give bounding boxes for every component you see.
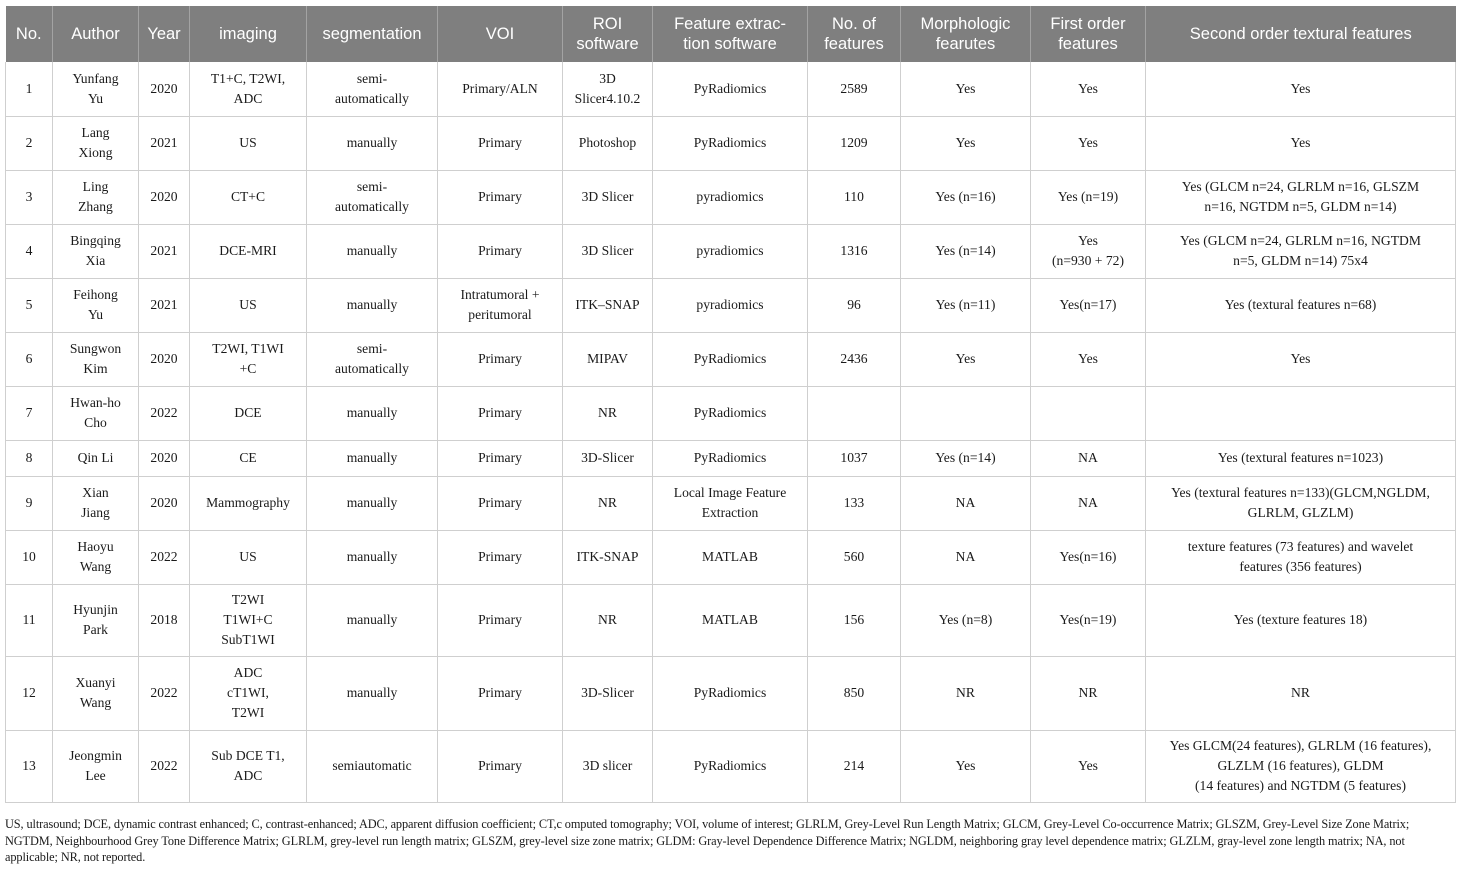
table-cell-author: Hwan-ho Cho (53, 386, 139, 440)
table-cell-roi-software: NR (563, 386, 653, 440)
table-cell-second-order-textural-features: Yes GLCM(24 features), GLRLM (16 features), GLZLM (16 features), GLDM (14 features) and NGTDM (5 features) (1146, 730, 1456, 802)
table-cell-first-order-features: NA (1031, 440, 1146, 476)
table-row (6, 278, 1456, 332)
table-cell-no-of-features: 2436 (808, 332, 901, 386)
table-cell-voi: Primary (438, 386, 563, 440)
table-cell-first-order-features: Yes (1031, 332, 1146, 386)
table-cell-voi: Primary (438, 584, 563, 656)
table-cell-no: 2 (6, 116, 53, 170)
table-cell-segmentation: manually (307, 476, 438, 530)
table-cell-year: 2021 (139, 116, 190, 170)
table-cell-feature-extraction-software: Local Image Feature Extraction (653, 476, 808, 530)
table-cell-year: 2022 (139, 656, 190, 730)
table-cell-roi-software: MIPAV (563, 332, 653, 386)
table-cell-segmentation: manually (307, 584, 438, 656)
table-cell-morphologic-features: NR (901, 656, 1031, 730)
col-header-no: No. (6, 6, 53, 62)
table-cell-feature-extraction-software: pyradiomics (653, 224, 808, 278)
table-cell-voi: Primary (438, 476, 563, 530)
table-cell-year: 2020 (139, 62, 190, 116)
table-row (6, 170, 1456, 224)
table-cell-roi-software: NR (563, 584, 653, 656)
col-header-second-order-textural-features: Second order textural features (1146, 6, 1456, 62)
table-cell-voi: Primary (438, 116, 563, 170)
table-cell-no: 4 (6, 224, 53, 278)
table-cell-year: 2020 (139, 440, 190, 476)
table-cell-first-order-features: Yes (n=19) (1031, 170, 1146, 224)
table-cell-imaging: US (190, 278, 307, 332)
table-cell-morphologic-features (901, 386, 1031, 440)
table-cell-no: 10 (6, 530, 53, 584)
table-cell-author: Xian Jiang (53, 476, 139, 530)
col-header-segmentation: segmentation (307, 6, 438, 62)
table-cell-feature-extraction-software: MATLAB (653, 530, 808, 584)
table-cell-morphologic-features: Yes (n=16) (901, 170, 1031, 224)
table-cell-no: 9 (6, 476, 53, 530)
table-cell-feature-extraction-software: PyRadiomics (653, 62, 808, 116)
table-cell-no: 12 (6, 656, 53, 730)
table-cell-roi-software: 3D Slicer (563, 170, 653, 224)
col-header-year: Year (139, 6, 190, 62)
table-cell-voi: Primary (438, 730, 563, 802)
header-row (6, 6, 1456, 62)
table-cell-feature-extraction-software: pyradiomics (653, 170, 808, 224)
table-cell-year: 2018 (139, 584, 190, 656)
table-cell-second-order-textural-features: Yes (1146, 116, 1456, 170)
table-cell-no: 13 (6, 730, 53, 802)
table-row (6, 224, 1456, 278)
table-cell-second-order-textural-features: Yes (texture features 18) (1146, 584, 1456, 656)
table-cell-segmentation: semi- automatically (307, 332, 438, 386)
table-cell-voi: Intratumoral + peritumoral (438, 278, 563, 332)
table-row (6, 476, 1456, 530)
table-cell-imaging: Sub DCE T1, ADC (190, 730, 307, 802)
table-cell-no: 7 (6, 386, 53, 440)
table-cell-author: Feihong Yu (53, 278, 139, 332)
table-cell-roi-software: ITK-SNAP (563, 530, 653, 584)
table-cell-no-of-features: 1316 (808, 224, 901, 278)
table-cell-morphologic-features: Yes (n=14) (901, 224, 1031, 278)
table-cell-voi: Primary (438, 530, 563, 584)
table-cell-no-of-features: 850 (808, 656, 901, 730)
table-row (6, 332, 1456, 386)
table-cell-second-order-textural-features: Yes (GLCM n=24, GLRLM n=16, NGTDM n=5, GLDM n=14) 75x4 (1146, 224, 1456, 278)
table-cell-first-order-features: Yes(n=19) (1031, 584, 1146, 656)
table-cell-feature-extraction-software: PyRadiomics (653, 386, 808, 440)
table-row (6, 730, 1456, 802)
table-cell-segmentation: semi- automatically (307, 170, 438, 224)
table-cell-first-order-features (1031, 386, 1146, 440)
table-cell-feature-extraction-software: pyradiomics (653, 278, 808, 332)
table-cell-no: 6 (6, 332, 53, 386)
table-cell-no-of-features: 2589 (808, 62, 901, 116)
table-cell-no: 11 (6, 584, 53, 656)
table-cell-voi: Primary (438, 332, 563, 386)
table-cell-voi: Primary/ALN (438, 62, 563, 116)
table-cell-imaging: US (190, 530, 307, 584)
table-container (5, 6, 1455, 803)
table-cell-voi: Primary (438, 440, 563, 476)
table-cell-author: Bingqing Xia (53, 224, 139, 278)
col-header-author: Author (53, 6, 139, 62)
table-cell-year: 2022 (139, 386, 190, 440)
table-cell-imaging: CE (190, 440, 307, 476)
table-cell-morphologic-features: Yes (901, 116, 1031, 170)
table-cell-no-of-features: 560 (808, 530, 901, 584)
table-cell-second-order-textural-features: NR (1146, 656, 1456, 730)
radiomics-studies-table (5, 6, 1456, 803)
table-body (6, 62, 1456, 802)
table-cell-roi-software: Photoshop (563, 116, 653, 170)
table-row (6, 584, 1456, 656)
table-footnote: US, ultrasound; DCE, dynamic contrast enhanced; C, contrast-enhanced; ADC, apparent diffusion coefficient; CT,c omputed tomography; VOI, volume of interest; GLRLM, Grey-Level Run Length Matrix; GLCM, Grey-Level Co-occurrence Matrix; GLSZM, Grey-Level Size Zone Matrix; NGTDM, Neighbourhood Grey Tone Difference Matrix; GLRLM, grey-level run length matrix; GLSZM, grey-level size zone matrix; GLDM: Gray-level Dependence Difference Matrix; NGLDM, neighboring gray level dependence matrix; GLZLM, gray-level zone length matrix; NA, not applicable; NR, not reported. (5, 817, 1410, 864)
col-header-morphologic-features: Morphologic fearutes (901, 6, 1031, 62)
table-cell-segmentation: manually (307, 530, 438, 584)
table-cell-no: 1 (6, 62, 53, 116)
table-cell-voi: Primary (438, 656, 563, 730)
table-cell-year: 2022 (139, 730, 190, 802)
table-cell-imaging: T1+C, T2WI, ADC (190, 62, 307, 116)
col-header-first-order-features: First order features (1031, 6, 1146, 62)
table-cell-author: Yunfang Yu (53, 62, 139, 116)
table-cell-voi: Primary (438, 170, 563, 224)
table-cell-second-order-textural-features: Yes (textural features n=1023) (1146, 440, 1456, 476)
col-header-no-of-features: No. of features (808, 6, 901, 62)
table-cell-imaging: T2WI, T1WI +C (190, 332, 307, 386)
table-cell-first-order-features: Yes(n=16) (1031, 530, 1146, 584)
table-cell-second-order-textural-features: Yes (GLCM n=24, GLRLM n=16, GLSZM n=16, NGTDM n=5, GLDM n=14) (1146, 170, 1456, 224)
table-cell-imaging: CT+C (190, 170, 307, 224)
table-cell-segmentation: manually (307, 278, 438, 332)
table-cell-first-order-features: Yes (1031, 62, 1146, 116)
table-cell-first-order-features: Yes (1031, 730, 1146, 802)
table-cell-roi-software: 3D slicer (563, 730, 653, 802)
table-cell-first-order-features: Yes (1031, 116, 1146, 170)
table-cell-feature-extraction-software: MATLAB (653, 584, 808, 656)
table-row (6, 386, 1456, 440)
table-cell-roi-software: 3D Slicer4.10.2 (563, 62, 653, 116)
table-row (6, 656, 1456, 730)
table-row (6, 62, 1456, 116)
table-cell-author: Lang Xiong (53, 116, 139, 170)
table-cell-morphologic-features: NA (901, 530, 1031, 584)
table-cell-roi-software: ITK–SNAP (563, 278, 653, 332)
table-cell-segmentation: manually (307, 116, 438, 170)
table-cell-imaging: DCE-MRI (190, 224, 307, 278)
table-cell-roi-software: 3D-Slicer (563, 440, 653, 476)
table-cell-no-of-features: 156 (808, 584, 901, 656)
table-cell-author: Haoyu Wang (53, 530, 139, 584)
table-cell-first-order-features: Yes(n=17) (1031, 278, 1146, 332)
table-cell-second-order-textural-features (1146, 386, 1456, 440)
table-row (6, 530, 1456, 584)
table-row (6, 440, 1456, 476)
table-cell-author: Jeongmin Lee (53, 730, 139, 802)
table-cell-no-of-features: 110 (808, 170, 901, 224)
table-cell-feature-extraction-software: PyRadiomics (653, 116, 808, 170)
table-cell-segmentation: manually (307, 386, 438, 440)
table-cell-no-of-features: 214 (808, 730, 901, 802)
table-cell-morphologic-features: NA (901, 476, 1031, 530)
table-cell-second-order-textural-features: Yes (1146, 62, 1456, 116)
table-cell-voi: Primary (438, 224, 563, 278)
col-header-imaging: imaging (190, 6, 307, 62)
table-cell-author: Sungwon Kim (53, 332, 139, 386)
table-cell-author: Xuanyi Wang (53, 656, 139, 730)
table-cell-feature-extraction-software: PyRadiomics (653, 332, 808, 386)
table-cell-imaging: ADC cT1WI, T2WI (190, 656, 307, 730)
table-cell-second-order-textural-features: texture features (73 features) and wavelet features (356 features) (1146, 530, 1456, 584)
table-cell-author: Hyunjin Park (53, 584, 139, 656)
table-cell-morphologic-features: Yes (n=14) (901, 440, 1031, 476)
table-cell-morphologic-features: Yes (n=11) (901, 278, 1031, 332)
table-cell-segmentation: semiautomatic (307, 730, 438, 802)
table-cell-first-order-features: Yes (n=930 + 72) (1031, 224, 1146, 278)
table-cell-second-order-textural-features: Yes (textural features n=133)(GLCM,NGLDM, GLRLM, GLZLM) (1146, 476, 1456, 530)
table-cell-first-order-features: NA (1031, 476, 1146, 530)
table-cell-feature-extraction-software: PyRadiomics (653, 730, 808, 802)
table-cell-year: 2022 (139, 530, 190, 584)
table-cell-morphologic-features: Yes (n=8) (901, 584, 1031, 656)
table-cell-morphologic-features: Yes (901, 730, 1031, 802)
table-cell-author: Qin Li (53, 440, 139, 476)
table-cell-morphologic-features: Yes (901, 62, 1031, 116)
table-cell-roi-software: 3D-Slicer (563, 656, 653, 730)
table-cell-no: 5 (6, 278, 53, 332)
col-header-roi-software: ROI software (563, 6, 653, 62)
table-row (6, 116, 1456, 170)
table-cell-year: 2020 (139, 476, 190, 530)
table-cell-second-order-textural-features: Yes (textural features n=68) (1146, 278, 1456, 332)
table-cell-segmentation: manually (307, 656, 438, 730)
table-cell-no-of-features (808, 386, 901, 440)
table-cell-year: 2020 (139, 332, 190, 386)
table-cell-segmentation: manually (307, 440, 438, 476)
table-cell-no-of-features: 1209 (808, 116, 901, 170)
table-cell-roi-software: NR (563, 476, 653, 530)
table-cell-year: 2021 (139, 224, 190, 278)
table-cell-no-of-features: 1037 (808, 440, 901, 476)
table-cell-year: 2021 (139, 278, 190, 332)
table-cell-first-order-features: NR (1031, 656, 1146, 730)
table-cell-no: 8 (6, 440, 53, 476)
table-cell-second-order-textural-features: Yes (1146, 332, 1456, 386)
table-cell-imaging: DCE (190, 386, 307, 440)
table-cell-segmentation: semi- automatically (307, 62, 438, 116)
col-header-voi: VOI (438, 6, 563, 62)
table-cell-feature-extraction-software: PyRadiomics (653, 656, 808, 730)
table-cell-roi-software: 3D Slicer (563, 224, 653, 278)
table-cell-feature-extraction-software: PyRadiomics (653, 440, 808, 476)
table-cell-year: 2020 (139, 170, 190, 224)
table-cell-no-of-features: 133 (808, 476, 901, 530)
table-cell-author: Ling Zhang (53, 170, 139, 224)
table-cell-segmentation: manually (307, 224, 438, 278)
col-header-feature-extraction-software: Feature extrac- tion software (653, 6, 808, 62)
table-cell-morphologic-features: Yes (901, 332, 1031, 386)
table-cell-no-of-features: 96 (808, 278, 901, 332)
table-cell-imaging: Mammography (190, 476, 307, 530)
table-cell-imaging: US (190, 116, 307, 170)
table-cell-no: 3 (6, 170, 53, 224)
table-cell-imaging: T2WI T1WI+C SubT1WI (190, 584, 307, 656)
